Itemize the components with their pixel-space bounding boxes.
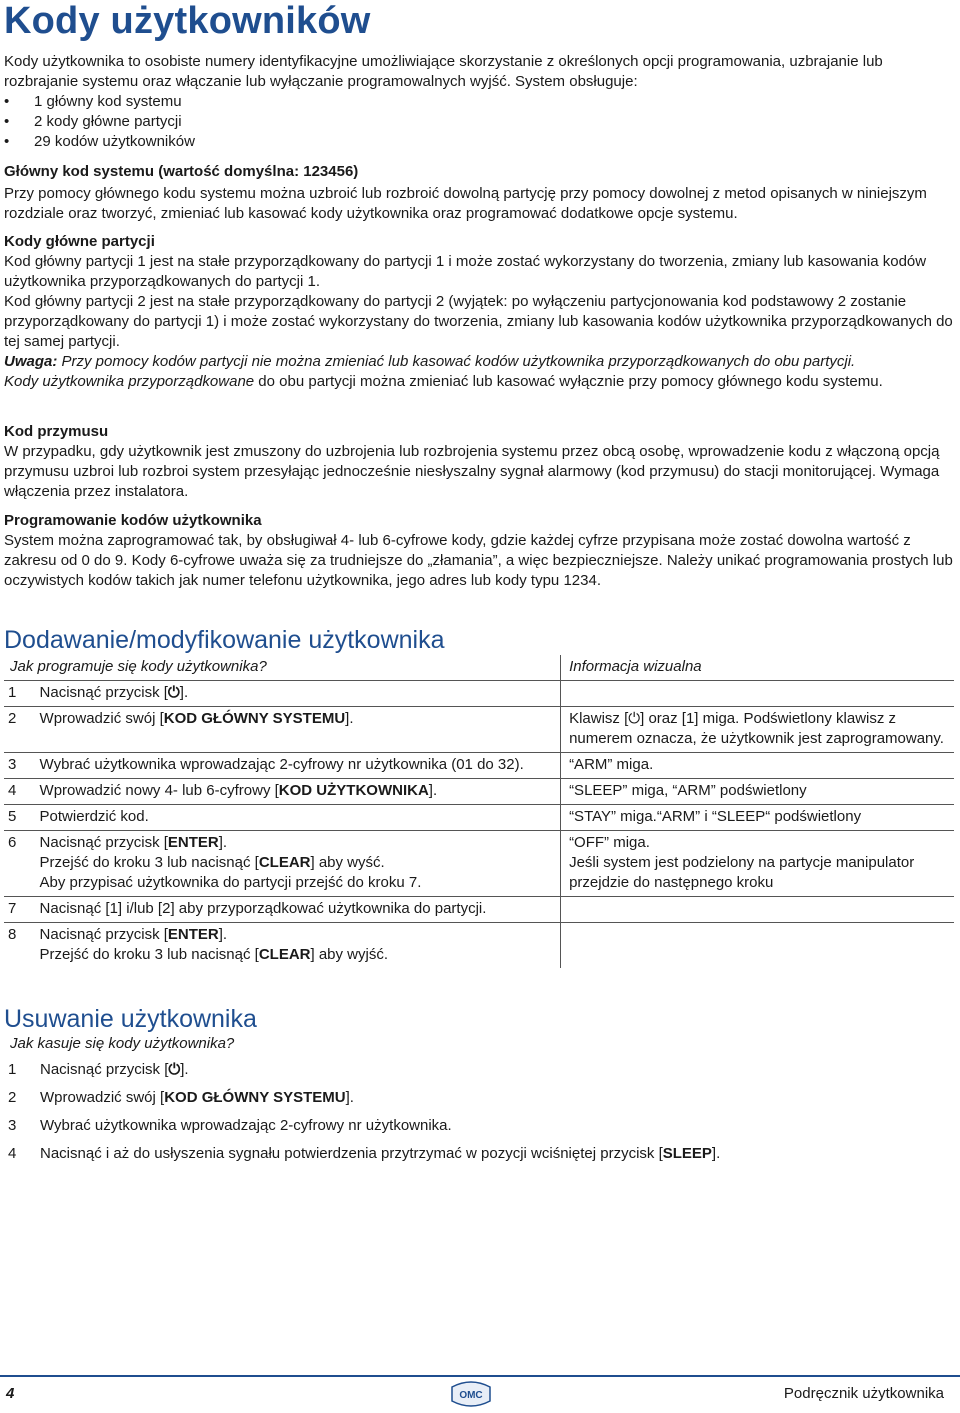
key-label: SLEEP — [662, 1145, 712, 1162]
logo-text: OMC — [459, 1390, 483, 1401]
key-label: CLEAR — [258, 946, 311, 963]
step-visual: Klawisz [⏻] oraz [1] miga. Podświetlony klawisz z numerem oznacza, że użytkownik jest zaprogramowany. — [561, 707, 954, 753]
step-text: ]. — [345, 1089, 354, 1106]
partition-note-2 — [4, 372, 954, 392]
step-action: Wybrać użytkownika wprowadzając 2-cyfrowy nr użytkownika. — [40, 1117, 452, 1134]
step-number: 6 — [4, 831, 40, 897]
table-row — [4, 681, 954, 707]
key-label: KOD UŻYTKOWNIKA — [278, 782, 429, 799]
step-visual: “ARM” miga. — [561, 753, 954, 779]
table-row — [4, 831, 954, 897]
table-row — [4, 779, 954, 805]
col-visual-header: Informacja wizualna — [561, 655, 954, 681]
page-number: 4 — [6, 1385, 15, 1402]
duress-section — [4, 422, 954, 502]
step-number: 2 — [4, 707, 40, 753]
visual-text: Jeśli system jest podzielony na partycje manipulator przejdzie do następnego kroku — [569, 854, 915, 891]
step-text: Przejść do kroku 3 lub nacisnąć [ — [39, 946, 259, 963]
duress-text: W przypadku, gdy użytkownik jest zmuszony do uzbrojenia lub rozbrojenia systemu przez obcą osobę, wprowadzenie kodu z włączoną opcją przymusu uzbroi lub rozbroi system przesyłając jednocześnie niesłyszalny sygnał alarmowy (kod przymusu) do stacji monitorującej. Wymaga włączenia przez instalatora. — [4, 443, 940, 500]
duress-heading: Kod przymusu — [4, 423, 109, 440]
note2-rest: do obu partycji można zmieniać lub kasować wyłącznie przy pomocy głównego kodu systemu. — [254, 373, 883, 390]
step-action — [40, 681, 561, 707]
table-row — [4, 897, 954, 923]
step-visual: “SLEEP” miga, “ARM” podświetlony — [561, 779, 954, 805]
table-row — [4, 1058, 954, 1086]
delete-user-section — [4, 1005, 954, 1167]
step-action — [40, 779, 561, 805]
document-title: Podręcznik użytkownika — [783, 1385, 944, 1402]
key-label: CLEAR — [258, 854, 311, 871]
table-row — [4, 923, 954, 969]
note2-italic: Kody użytkownika przyporządkowane — [4, 373, 255, 390]
delete-user-heading: Usuwanie użytkownika — [4, 1005, 257, 1033]
programming-section — [4, 511, 954, 591]
step-text: Nacisnąć przycisk [ — [39, 834, 168, 851]
page-title: Kody użytkowników — [4, 0, 371, 42]
step-action: Potwierdzić kod. — [40, 805, 561, 831]
intro-text: Kody użytkownika to osobiste numery identyfikacyjne umożliwiające skorzystanie z określonych opcji programowania, uzbrajanie lub rozbrajanie systemu oraz włączanie lub wyłączanie programowalnych wyjść. System obsługuje: — [4, 53, 883, 90]
master-code-heading: Główny kod systemu (wartość domyślna: 123456) — [4, 163, 359, 180]
key-label: ENTER — [167, 834, 219, 851]
col-action-header: Jak programuje się kody użytkownika? — [4, 655, 561, 681]
step-action: Nacisnąć [1] i/lub [2] aby przyporządkować użytkownika do partycji. — [40, 897, 561, 923]
step-action — [40, 831, 561, 897]
step-text: ]. — [345, 710, 354, 727]
step-text: ]. — [180, 1061, 189, 1078]
bullet-item: • 1 główny kod systemu — [4, 92, 954, 112]
partition-text-2: Kod główny partycji 2 jest na stałe przyporządkowany do partycji 2 (wyjątek: po wyłączeniu partycjonowania kod podstawowy 2 zostanie przyporządkowany do partycji 1) i może zostać wykorzystany do tworzenia, zmiany lub kasowania kodów użytkownika przyporządkowanych do tej samej partycji. — [4, 293, 953, 350]
partition-text-1: Kod główny partycji 1 jest na stałe przyporządkowany do partycji 1 i może zostać wykorzystany do tworzenia, zmiany lub kasowania kodów użytkownika przyporządkowanych do partycji 1. — [4, 253, 927, 290]
visual-text: “OFF” miga. — [569, 834, 650, 851]
bullet-item: • 29 kodów użytkowników — [4, 132, 954, 152]
intro-section — [4, 52, 954, 152]
table-row — [4, 1086, 954, 1114]
step-text: ]. — [218, 834, 228, 851]
step-text: ] aby wyjść. — [310, 946, 389, 963]
step-action — [40, 923, 561, 969]
add-user-table — [4, 655, 954, 968]
add-user-heading: Dodawanie/modyfikowanie użytkownika — [4, 626, 445, 654]
key-label: KOD GŁÓWNY SYSTEMU — [163, 710, 346, 727]
step-number: 3 — [4, 753, 40, 779]
step-text: ]. — [428, 782, 438, 799]
add-user-section — [4, 626, 954, 968]
delete-user-table — [4, 1058, 954, 1167]
step-number: 1 — [8, 1061, 17, 1078]
step-text: Aby przypisać użytkownika do partycji przejść do kroku 7. — [39, 874, 422, 891]
partition-note — [4, 352, 954, 372]
step-visual — [561, 831, 954, 897]
step-text: Nacisnąć przycisk [ — [39, 684, 168, 701]
partition-heading: Kody główne partycji — [4, 233, 155, 250]
step-text: ]. — [179, 684, 189, 701]
step-number: 3 — [8, 1117, 17, 1134]
step-text: ]. — [711, 1145, 721, 1162]
table-header-row — [4, 655, 954, 681]
step-text: ] aby wyść. — [310, 854, 385, 871]
step-text: Nacisnąć i aż do usłyszenia sygnału potwierdzenia przytrzymać w pozycji wciśniętej przycisk [ — [40, 1145, 663, 1162]
step-action — [40, 1058, 954, 1086]
step-text: Nacisnąć przycisk [ — [40, 1061, 169, 1078]
step-number: 4 — [8, 1145, 17, 1162]
programming-heading: Programowanie kodów użytkownika — [4, 512, 262, 529]
step-action: Wybrać użytkownika wprowadzając 2-cyfrowy nr użytkownika (01 do 32). — [40, 753, 561, 779]
power-icon: ⏻ — [167, 684, 180, 701]
delete-subheading: Jak kasuje się kody użytkownika? — [10, 1035, 235, 1052]
step-text: Przejść do kroku 3 lub nacisnąć [ — [39, 854, 259, 871]
table-row — [4, 805, 954, 831]
step-number: 1 — [4, 681, 40, 707]
key-label: KOD GŁÓWNY SYSTEMU — [164, 1089, 346, 1106]
step-visual — [561, 923, 954, 969]
step-text: Nacisnąć przycisk [ — [39, 926, 168, 943]
step-number: 5 — [4, 805, 40, 831]
step-number: 7 — [4, 897, 40, 923]
step-visual — [561, 681, 954, 707]
step-number: 4 — [4, 779, 40, 805]
partition-codes-section — [4, 232, 954, 392]
step-action — [40, 1142, 954, 1167]
table-row — [4, 1114, 954, 1142]
omc-logo — [448, 1379, 494, 1409]
master-code-section — [4, 162, 954, 224]
step-action — [40, 1086, 954, 1114]
step-text: Wprowadzić nowy 4- lub 6-cyfrowy [ — [39, 782, 279, 799]
step-number: 2 — [8, 1089, 17, 1106]
bullet-item: • 2 kody główne partycji — [4, 112, 954, 132]
note-label: Uwaga: — [4, 353, 58, 370]
step-action — [40, 707, 561, 753]
note-text: Przy pomocy kodów partycji nie można zmieniać lub kasować kodów użytkownika przyporządkowanych do obu partycji. — [57, 353, 856, 370]
step-text: Wprowadzić swój [ — [40, 1089, 165, 1106]
step-text: ]. — [218, 926, 228, 943]
step-text: Wprowadzić swój [ — [39, 710, 164, 727]
power-icon: ⏻ — [168, 1061, 181, 1078]
key-label: ENTER — [167, 926, 219, 943]
step-visual — [561, 897, 954, 923]
step-visual: “STAY” miga.“ARM” i “SLEEP“ podświetlony — [561, 805, 954, 831]
footer-divider — [0, 1375, 960, 1377]
step-number: 8 — [8, 926, 17, 943]
programming-text: System można zaprogramować tak, by obsługiwał 4- lub 6-cyfrowe kody, gdzie każdej cyfrze przypisana może zostać dowolna wartość z zakresu od 0 do 9. Kody 6-cyfrowe uważa się za trudniejsze do „złamania”, a więc bezpieczniejsze. Należy unikać programowania prostych lub oczywistych kodów takich jak numer telefonu użytkownika, jego adres lub kody typu 1234. — [4, 532, 953, 589]
table-row — [4, 1142, 954, 1167]
table-row — [4, 753, 954, 779]
table-row — [4, 707, 954, 753]
master-code-text: Przy pomocy głównego kodu systemu można uzbroić lub rozbroić dowolną partycję przy pomocy dowolnej z metod opisanych w niniejszym rozdziale oraz tworzyć, zmieniać lub kasować kody użytkownika oraz programować dodatkowe opcje systemu. — [4, 185, 927, 222]
